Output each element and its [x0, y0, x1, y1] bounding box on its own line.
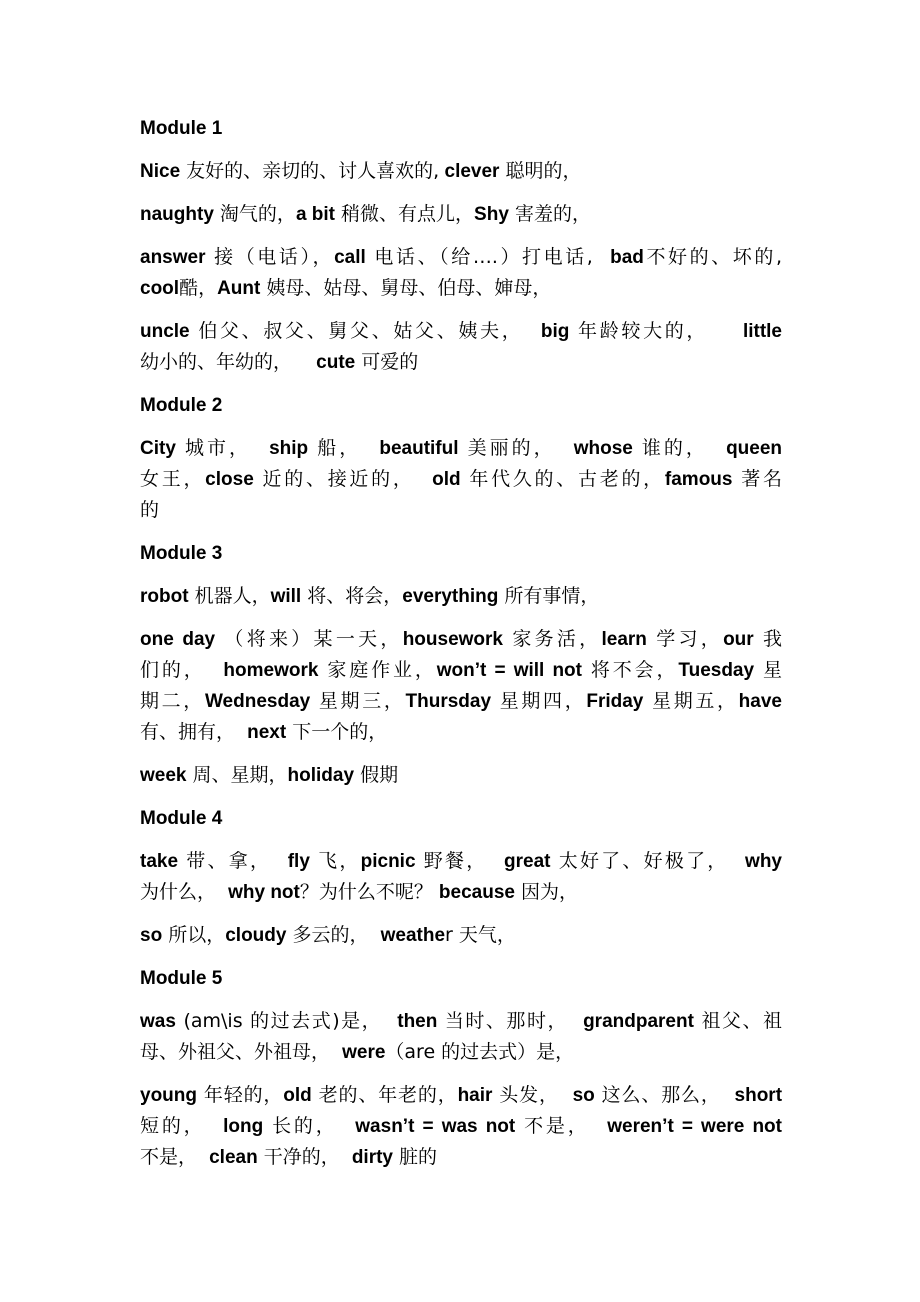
- chinese-meaning: 接（电话），: [205, 246, 335, 268]
- chinese-meaning: r 天气，: [445, 924, 516, 946]
- chinese-meaning: 可爱的: [355, 351, 419, 373]
- english-word: little: [742, 321, 782, 342]
- vocabulary-paragraph: [140, 624, 782, 748]
- english-word: hair: [457, 1085, 493, 1106]
- english-word: answer: [140, 247, 206, 268]
- english-word: dirty: [351, 1147, 393, 1168]
- english-word: great: [504, 851, 551, 872]
- english-word: holiday: [287, 765, 355, 786]
- text-line: [140, 686, 782, 717]
- english-word: Shy: [474, 204, 509, 225]
- text-line: [140, 156, 782, 187]
- english-word: will: [270, 586, 302, 607]
- module-heading: Module 4: [140, 808, 223, 829]
- chinese-meaning: 下一个的，: [286, 721, 388, 743]
- english-word: so: [140, 925, 163, 946]
- english-word: week: [140, 765, 187, 786]
- module-heading: Module 2: [140, 395, 223, 416]
- english-word: take: [140, 851, 179, 872]
- english-word: our: [723, 629, 754, 650]
- english-word: fly: [287, 851, 310, 872]
- chinese-meaning: 将不会，: [582, 659, 679, 681]
- chinese-meaning: 将、将会，: [301, 585, 403, 607]
- chinese-meaning: 母、外祖父、外祖母，: [140, 1041, 343, 1063]
- chinese-meaning: 近的、接近的，: [253, 468, 433, 490]
- vocabulary-paragraph: [140, 581, 782, 612]
- text-line: [140, 242, 782, 273]
- chinese-meaning: 年轻的，: [197, 1084, 284, 1106]
- text-line: [140, 624, 782, 655]
- english-word: one day: [140, 629, 216, 650]
- text-line: [140, 1006, 782, 1037]
- vocabulary-paragraph: [140, 199, 782, 230]
- vocabulary-paragraph: [140, 920, 782, 951]
- chinese-meaning: 不好的、坏的,: [643, 246, 782, 268]
- chinese-meaning: 期二，: [140, 690, 205, 712]
- english-word: have: [738, 691, 782, 712]
- english-word: why not: [228, 882, 300, 903]
- chinese-meaning: 稍微、有点儿，: [335, 203, 475, 225]
- english-word: everything: [402, 586, 499, 607]
- chinese-meaning: 老的、年老的，: [311, 1084, 458, 1106]
- english-word: housework: [402, 629, 503, 650]
- english-word: City: [140, 438, 176, 459]
- english-word: Aunt: [217, 278, 261, 299]
- english-word: queen: [726, 438, 782, 459]
- chinese-meaning: 飞，: [309, 850, 361, 872]
- english-word: homework: [223, 660, 319, 681]
- english-word: big: [540, 321, 570, 342]
- english-word: Friday: [586, 691, 644, 712]
- text-line: [140, 273, 782, 304]
- chinese-meaning: 长的，: [263, 1115, 356, 1137]
- english-word: won’t = will not: [436, 660, 582, 681]
- english-word: clever: [439, 161, 500, 182]
- text-line: [140, 655, 782, 686]
- chinese-meaning: 不是，: [515, 1115, 608, 1137]
- english-word: a bit: [295, 204, 335, 225]
- chinese-meaning: 著名: [732, 468, 782, 490]
- english-word: Tuesday: [678, 660, 755, 681]
- text-line: [140, 717, 782, 748]
- module-heading: Module 1: [140, 118, 223, 139]
- chinese-meaning: （are 的过去式）是，: [385, 1041, 575, 1063]
- english-word: was: [140, 1011, 176, 1032]
- english-word: weren’t = were not: [607, 1116, 782, 1137]
- vocabulary-paragraph: [140, 242, 782, 304]
- chinese-meaning: （将来）某一天，: [215, 628, 403, 650]
- text-line: [140, 846, 782, 877]
- text-line: [140, 347, 782, 378]
- vocabulary-paragraph: [140, 433, 782, 526]
- chinese-meaning: 电话、（给….）打电话,: [365, 246, 611, 268]
- chinese-meaning: 这么、那么，: [594, 1084, 735, 1106]
- english-word: bad: [610, 247, 644, 268]
- english-word: wasn’t = was not: [355, 1116, 516, 1137]
- chinese-meaning: 家庭作业，: [318, 659, 437, 681]
- english-word: cloudy: [225, 925, 287, 946]
- english-word: because: [438, 882, 515, 903]
- chinese-meaning: 头发，: [492, 1084, 573, 1106]
- chinese-meaning: 干净的，: [257, 1146, 352, 1168]
- chinese-meaning: 野餐，: [415, 850, 504, 872]
- text-line: [140, 877, 782, 908]
- chinese-meaning: 星期三，: [310, 690, 406, 712]
- english-word: Thursday: [405, 691, 492, 712]
- text-line: [140, 1142, 782, 1173]
- text-line: [140, 920, 782, 951]
- chinese-meaning: 因为，: [514, 881, 579, 903]
- text-line: [140, 464, 782, 495]
- chinese-meaning: 祖父、祖: [693, 1010, 782, 1032]
- english-word: young: [140, 1085, 197, 1106]
- chinese-meaning: 女王，: [140, 468, 206, 490]
- english-word: old: [432, 469, 461, 490]
- chinese-meaning: 机器人，: [188, 585, 271, 607]
- english-word: old: [283, 1085, 312, 1106]
- english-word: close: [205, 469, 254, 490]
- chinese-meaning: 伯父、叔父、舅父、姑父、姨夫，: [189, 320, 541, 342]
- chinese-meaning: 家务活，: [503, 628, 602, 650]
- chinese-meaning: 有、拥有，: [140, 721, 248, 743]
- vocabulary-paragraph: [140, 156, 782, 187]
- english-word: whose: [573, 438, 633, 459]
- english-word: robot: [140, 586, 189, 607]
- english-word: naughty: [140, 204, 214, 225]
- chinese-meaning: 所以，: [162, 924, 226, 946]
- chinese-meaning: 们的，: [140, 659, 224, 681]
- chinese-meaning: 幼小的、年幼的，: [140, 351, 317, 373]
- vocabulary-paragraph: [140, 1006, 782, 1068]
- vocabulary-paragraph: [140, 846, 782, 908]
- module-heading: Module 3: [140, 543, 223, 564]
- chinese-meaning: 当时、那时，: [437, 1010, 584, 1032]
- chinese-meaning: 害羞的，: [508, 203, 591, 225]
- english-word: so: [572, 1085, 595, 1106]
- chinese-meaning: 周、星期，: [186, 764, 288, 786]
- chinese-meaning: 假期: [354, 764, 399, 786]
- chinese-meaning: 姨母、姑母、舅母、伯母、婶母，: [260, 277, 552, 299]
- chinese-meaning: (am\is 的过去式)是，: [175, 1010, 398, 1032]
- chinese-meaning: 友好的、亲切的、讨人喜欢的,: [180, 160, 440, 182]
- text-line: [140, 1080, 782, 1111]
- english-word: beautiful: [379, 438, 459, 459]
- english-word: weathe: [380, 925, 446, 946]
- text-line: [140, 1111, 782, 1142]
- chinese-meaning: 年代久的、古老的，: [460, 468, 665, 490]
- english-word: then: [397, 1011, 438, 1032]
- english-word: were: [342, 1042, 386, 1063]
- chinese-meaning: 多云的，: [286, 924, 381, 946]
- chinese-meaning: 所有事情，: [498, 585, 600, 607]
- english-word: learn: [601, 629, 647, 650]
- text-line: [140, 433, 782, 464]
- chinese-meaning: 带、拿，: [178, 850, 288, 872]
- chinese-meaning: 脏的: [393, 1146, 438, 1168]
- english-word: Nice: [140, 161, 181, 182]
- text-line: [140, 581, 782, 612]
- english-word: Wednesday: [204, 691, 311, 712]
- text-line: [140, 316, 782, 347]
- chinese-meaning: 短的，: [140, 1115, 224, 1137]
- english-word: call: [334, 247, 366, 268]
- english-word: picnic: [360, 851, 416, 872]
- chinese-meaning: 太好了、好极了，: [550, 850, 746, 872]
- chinese-meaning: ？为什么不呢？: [299, 881, 439, 903]
- chinese-meaning: 谁的，: [632, 437, 727, 459]
- chinese-meaning: 星: [754, 659, 782, 681]
- vocabulary-document: [140, 113, 782, 1185]
- chinese-meaning: 星期五，: [643, 690, 739, 712]
- english-word: ship: [269, 438, 309, 459]
- chinese-meaning: 星期四，: [491, 690, 587, 712]
- text-line: [140, 199, 782, 230]
- english-word: cute: [316, 352, 356, 373]
- chinese-meaning: 学习，: [646, 628, 724, 650]
- chinese-meaning: 城市，: [175, 437, 270, 459]
- english-word: long: [223, 1116, 264, 1137]
- english-word: why: [745, 851, 782, 872]
- chinese-meaning: 聪明的，: [499, 160, 582, 182]
- module-heading: Module 5: [140, 968, 223, 989]
- chinese-meaning: 年龄较大的，: [569, 320, 743, 342]
- chinese-meaning: 美丽的，: [458, 437, 574, 459]
- vocabulary-paragraph: [140, 760, 782, 791]
- english-word: clean: [209, 1147, 258, 1168]
- chinese-meaning: 的: [140, 499, 160, 521]
- chinese-meaning: 酷，: [179, 277, 218, 299]
- english-word: uncle: [140, 321, 190, 342]
- chinese-meaning: 我: [753, 628, 782, 650]
- text-line: [140, 495, 782, 526]
- chinese-meaning: 淘气的，: [213, 203, 296, 225]
- english-word: grandparent: [583, 1011, 694, 1032]
- chinese-meaning: 为什么，: [140, 881, 229, 903]
- vocabulary-paragraph: [140, 1080, 782, 1173]
- english-word: next: [247, 722, 287, 743]
- text-line: [140, 1037, 782, 1068]
- chinese-meaning: 不是，: [140, 1146, 210, 1168]
- english-word: famous: [664, 469, 733, 490]
- chinese-meaning: 船，: [308, 437, 380, 459]
- english-word: cool: [140, 278, 180, 299]
- english-word: short: [734, 1085, 782, 1106]
- vocabulary-paragraph: [140, 316, 782, 378]
- text-line: [140, 760, 782, 791]
